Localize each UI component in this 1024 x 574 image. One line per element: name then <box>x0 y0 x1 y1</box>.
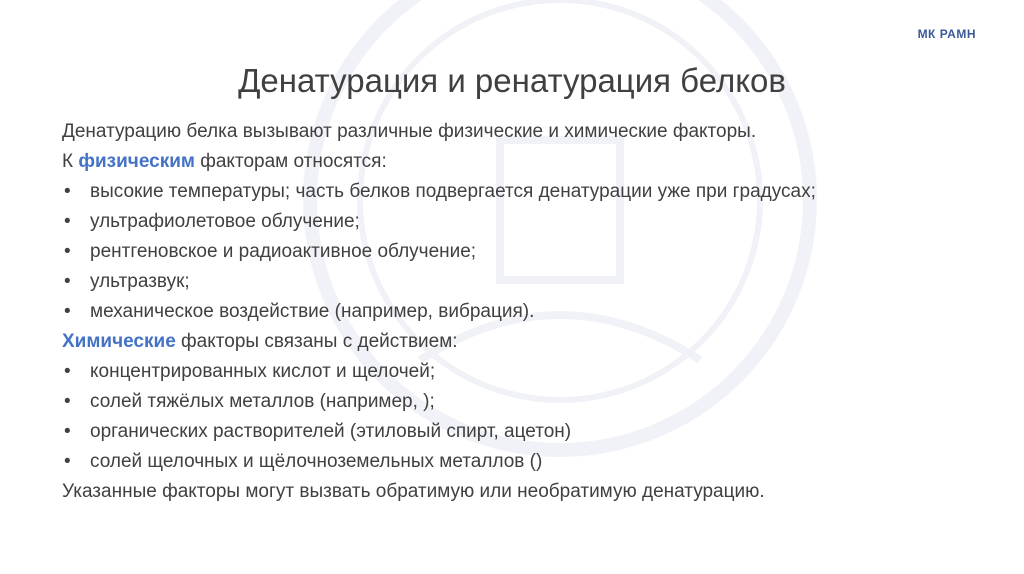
list-item: • рентгеновское и радиоактивное облучение; <box>62 237 964 267</box>
list-item: • солей щелочных и щёлочноземельных металлов () <box>62 447 964 477</box>
list-item: • солей тяжёлых металлов (например, ); <box>62 387 964 417</box>
physical-heading: К физическим факторам относятся: <box>62 151 387 172</box>
list-item: • высокие температуры; часть белков подвергается денатурации уже при градусах; <box>62 177 964 207</box>
slide-body <box>62 117 964 507</box>
chemical-factors-list <box>62 357 964 477</box>
list-item: • концентрированных кислот и щелочей; <box>62 357 964 387</box>
chemical-heading: Химические факторы связаны с действием: <box>62 331 458 352</box>
list-item: • механическое воздействие (например, вибрация). <box>62 297 964 327</box>
chemical-keyword: Химические <box>62 331 176 352</box>
list-item: • ультрафиолетовое облучение; <box>62 207 964 237</box>
physical-keyword: физическим <box>78 151 195 172</box>
slide-title: Денатурация и ренатурация белков <box>238 62 786 100</box>
list-item: • ультразвук; <box>62 267 964 297</box>
list-item: • органических растворителей (этиловый спирт, ацетон) <box>62 417 964 447</box>
physical-factors-list <box>62 177 964 327</box>
conclusion-text: Указанные факторы могут вызвать обратимую или необратимую денатурацию. <box>62 481 765 502</box>
brand-logo-text: МК РАМН <box>917 27 976 41</box>
intro-text: Денатурацию белка вызывают различные физические и химические факторы. <box>62 121 757 142</box>
